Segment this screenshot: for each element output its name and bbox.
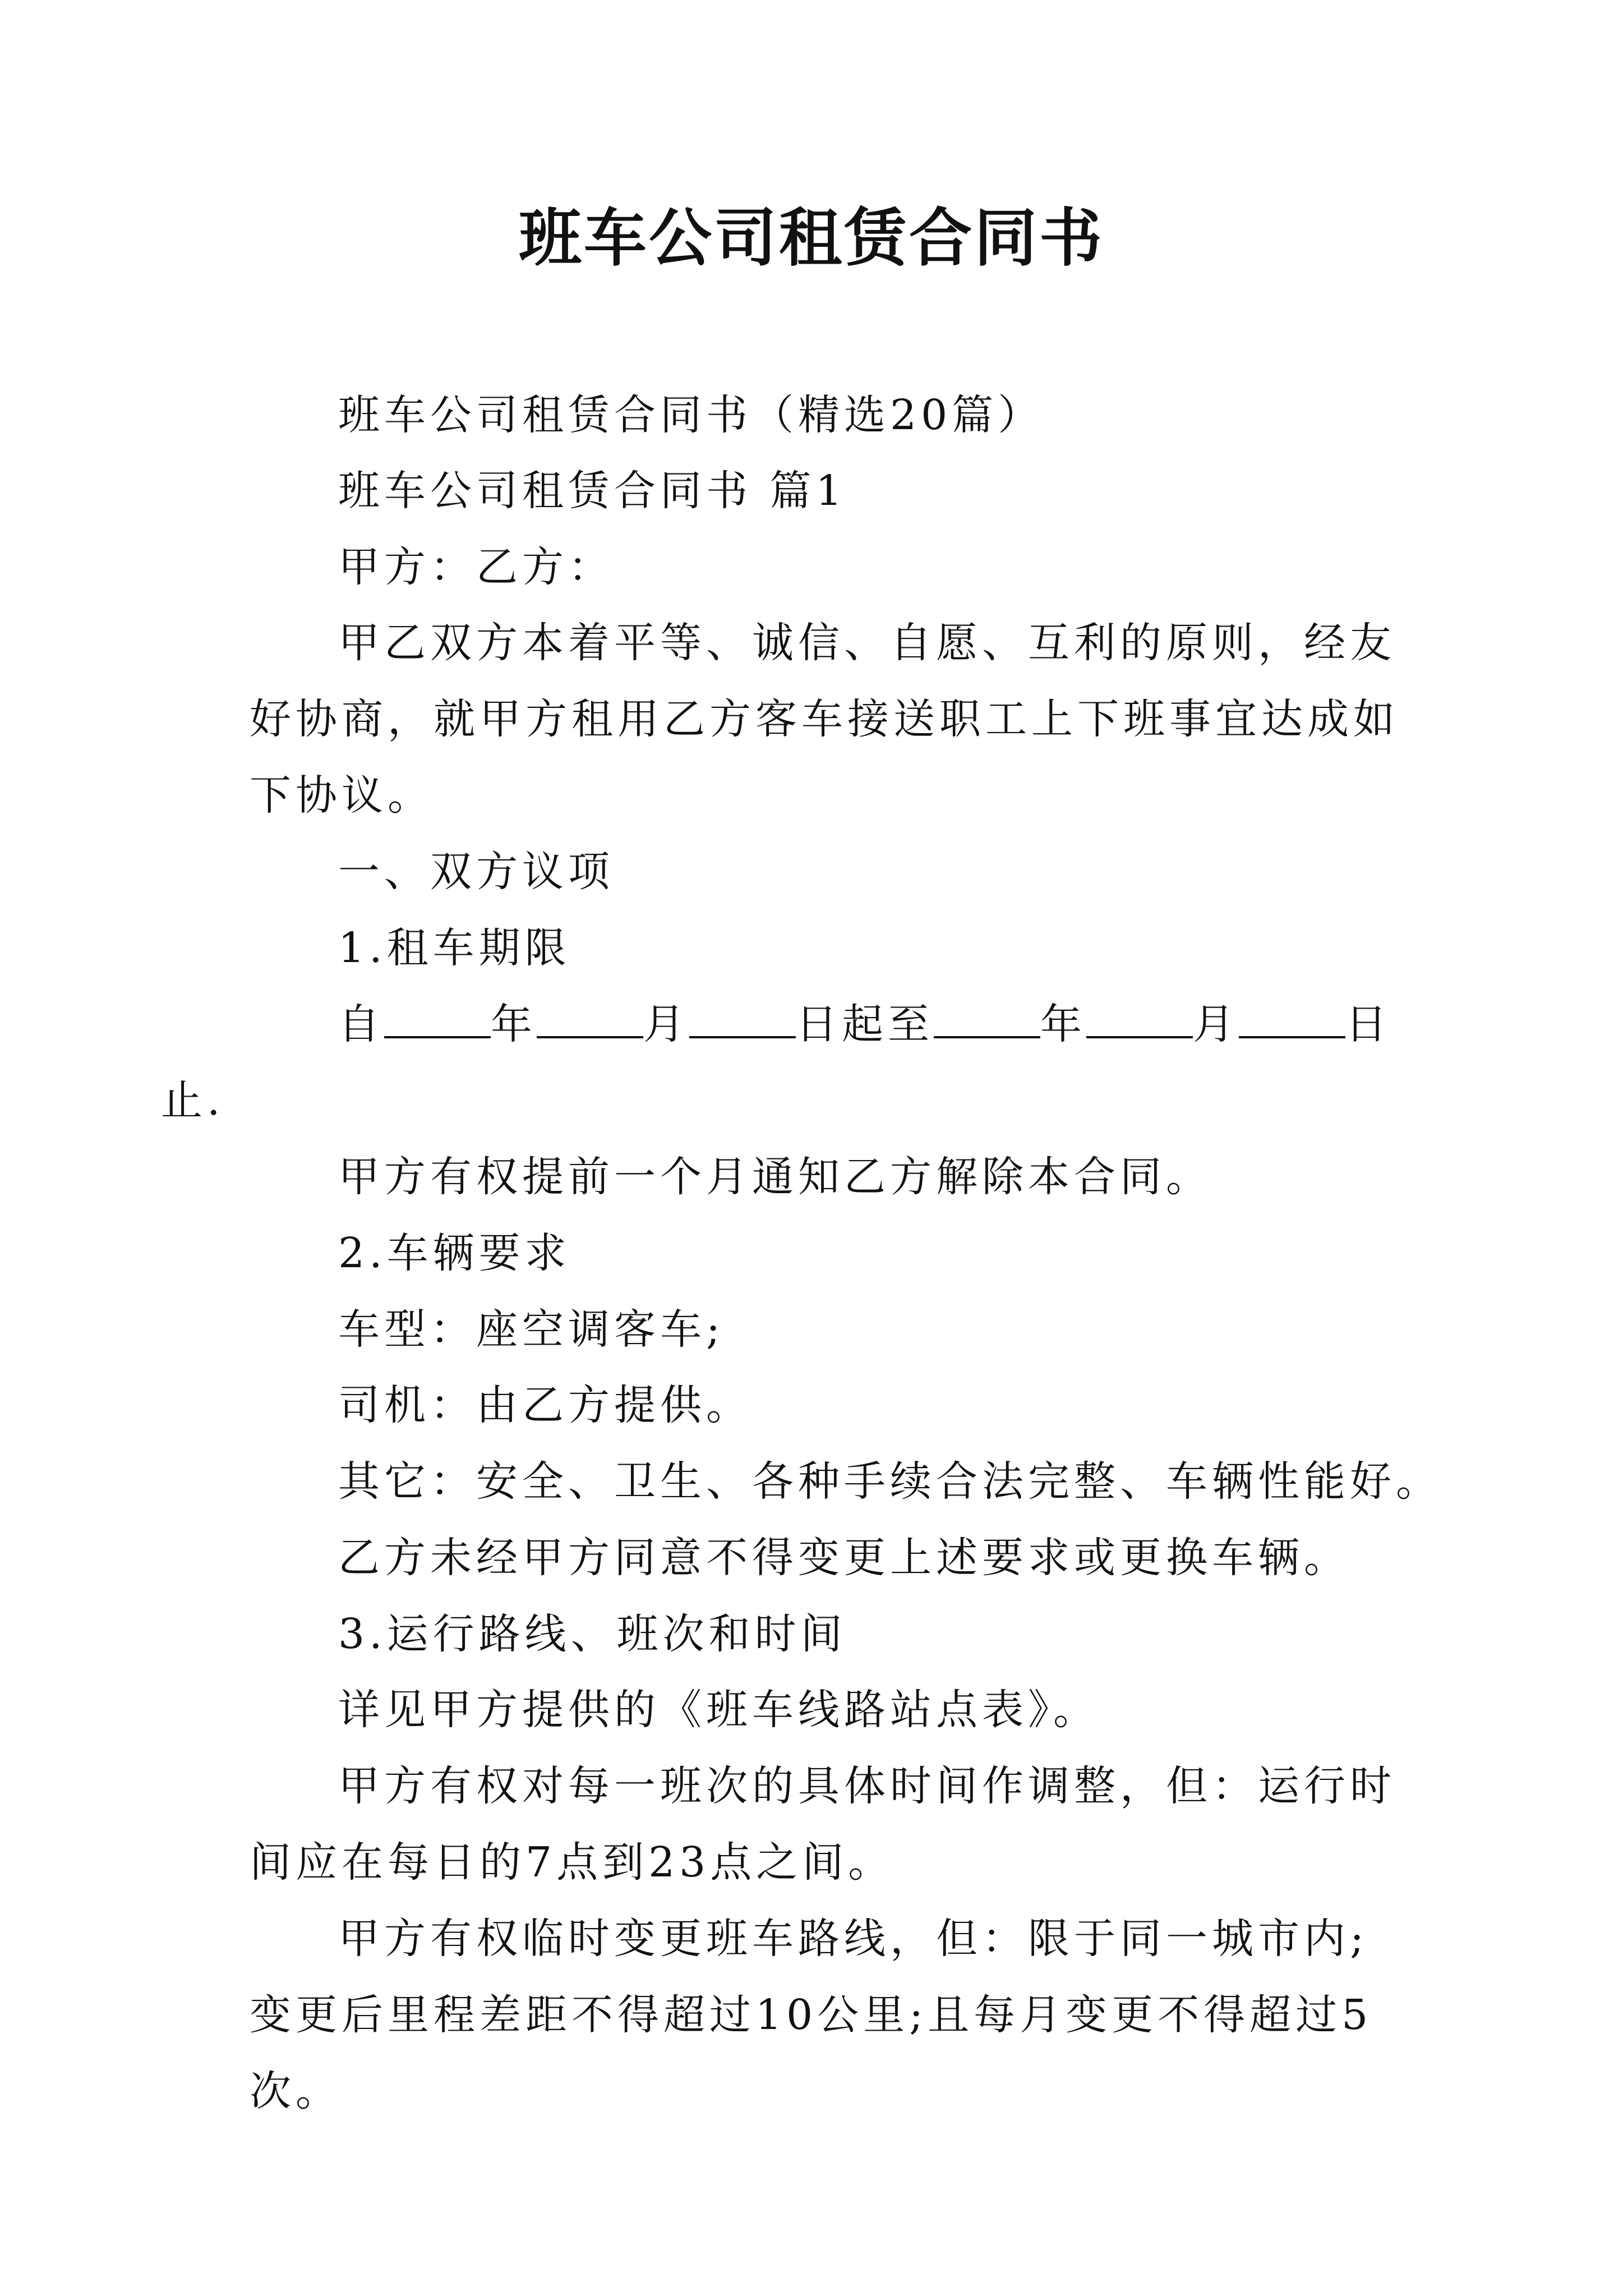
date-year-text-2: 年	[1040, 1000, 1086, 1048]
paragraph-driver: 司机：由乙方提供。	[338, 1381, 752, 1429]
paragraph-time-adjustment: 甲方有权对每一班次的具体时间作调整，但：运行时间应在每日的7点到23点之间。	[250, 1762, 1396, 1887]
paragraph-no-change-vehicle: 乙方未经甲方同意不得变更上述要求或更换车辆。	[338, 1534, 1350, 1582]
date-year-text-1: 年	[491, 1000, 537, 1048]
paragraph-other-requirements: 其它：安全、卫生、各种手续合法完整、车辆性能好。	[338, 1457, 1442, 1506]
date-month-text-2: 月	[1193, 1000, 1239, 1048]
blank-year-start	[384, 1002, 491, 1038]
paragraph-heading-agreement: 一、双方议项	[338, 848, 614, 896]
paragraph-rental-period-dates	[161, 986, 1405, 1139]
paragraph-route-table-reference: 详见甲方提供的《班车线路站点表》。	[338, 1686, 1099, 1734]
blank-year-end	[934, 1002, 1040, 1038]
blank-day-start	[689, 1002, 796, 1038]
date-day-text-2: 日	[1345, 1000, 1391, 1048]
blank-day-end	[1239, 1002, 1345, 1038]
paragraph-collection-title: 班车公司租赁合同书（精选20篇）	[338, 391, 1044, 439]
paragraph-route-change: 甲方有权临时变更班车路线，但：限于同一城市内;变更后里程差距不得超过10公里;且每月变更不得超过5次。	[250, 1915, 1373, 2115]
paragraph-rental-period-heading: 1.租车期限	[338, 924, 571, 972]
paragraph-vehicle-requirements-heading: 2.车辆要求	[338, 1229, 571, 1277]
blank-month-start	[537, 1002, 643, 1038]
paragraph-section-title: 班车公司租赁合同书 篇1	[338, 467, 847, 515]
paragraph-termination-right: 甲方有权提前一个月通知乙方解除本合同。	[338, 1153, 1212, 1201]
blank-month-end	[1086, 1002, 1193, 1038]
date-day-text-1: 日起至	[796, 1000, 934, 1048]
paragraph-preamble: 甲乙双方本着平等、诚信、自愿、互利的原则，经友好协商，就甲方租用乙方客车接送职工上下班事宜达成如下协议。	[250, 619, 1399, 820]
paragraph-route-heading: 3.运行路线、班次和时间	[338, 1610, 847, 1658]
paragraph-vehicle-type: 车型：座空调客车;	[338, 1305, 725, 1354]
paragraph-parties: 甲方：乙方：	[338, 543, 614, 591]
date-start-text: 自	[338, 1000, 384, 1048]
date-end-text: 止.	[161, 1076, 225, 1125]
date-month-text-1: 月	[643, 1000, 689, 1048]
document-title: 班车公司租赁合同书	[519, 201, 1104, 275]
